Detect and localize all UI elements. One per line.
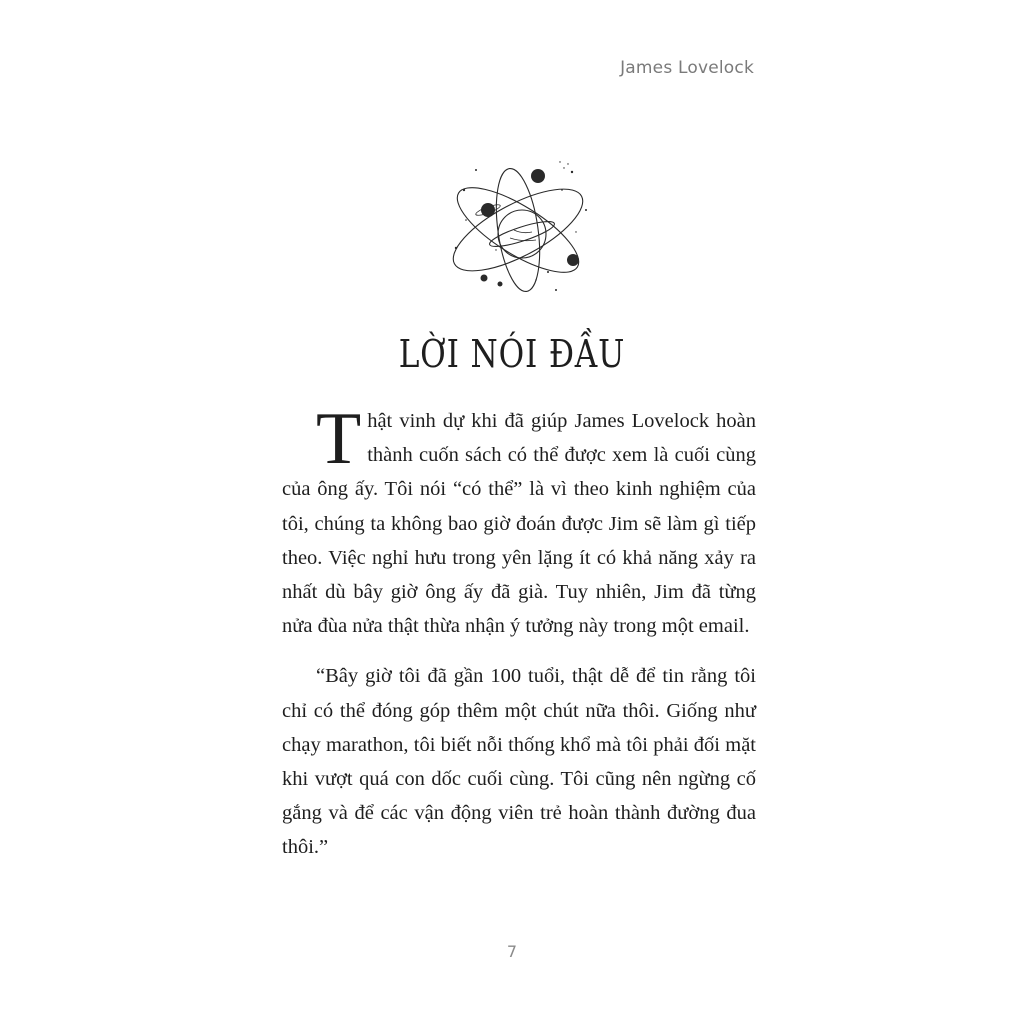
body-text — [282, 398, 756, 865]
page-number: 7 — [506, 942, 518, 961]
paragraph-2: “Bây giờ tôi đã gần 100 tuổi, thật dễ để tin rằng tôi chỉ có thể đóng góp thêm một chút nữa thôi. Giống như chạy marathon, tôi biết nỗi thống khổ mà tôi phải đối mặt khi vượt quá con dốc cuối cùng. Tôi cũng nên ngừng cố gắng và để các vận động viên trẻ hoàn thành đường đua thôi.” — [282, 665, 756, 859]
planetary-orbits-icon — [436, 150, 596, 300]
chapter-title: LỜI NÓI ĐẦU — [398, 332, 626, 376]
running-header-author: James Lovelock — [620, 58, 754, 78]
drop-cap: T — [316, 398, 362, 480]
paragraph-1-text: hật vinh dự khi đã giúp James Lovelock hoàn thành cuốn sách có thể được xem là cuối cùng của ông ấy. Tôi nói “có thể” là vì theo kinh nghiệm của tôi, chúng ta không bao giờ đoán được Jim sẽ làm gì tiếp theo. Việc nghỉ hưu trong yên lặng ít có khả năng xảy ra nhất dù bây giờ ông ấy đã già. Tuy nhiên, Jim đã từng nửa đùa nửa thật thừa nhận ý tưởng này trong một email. — [282, 410, 756, 638]
paragraph-1 — [282, 398, 756, 643]
